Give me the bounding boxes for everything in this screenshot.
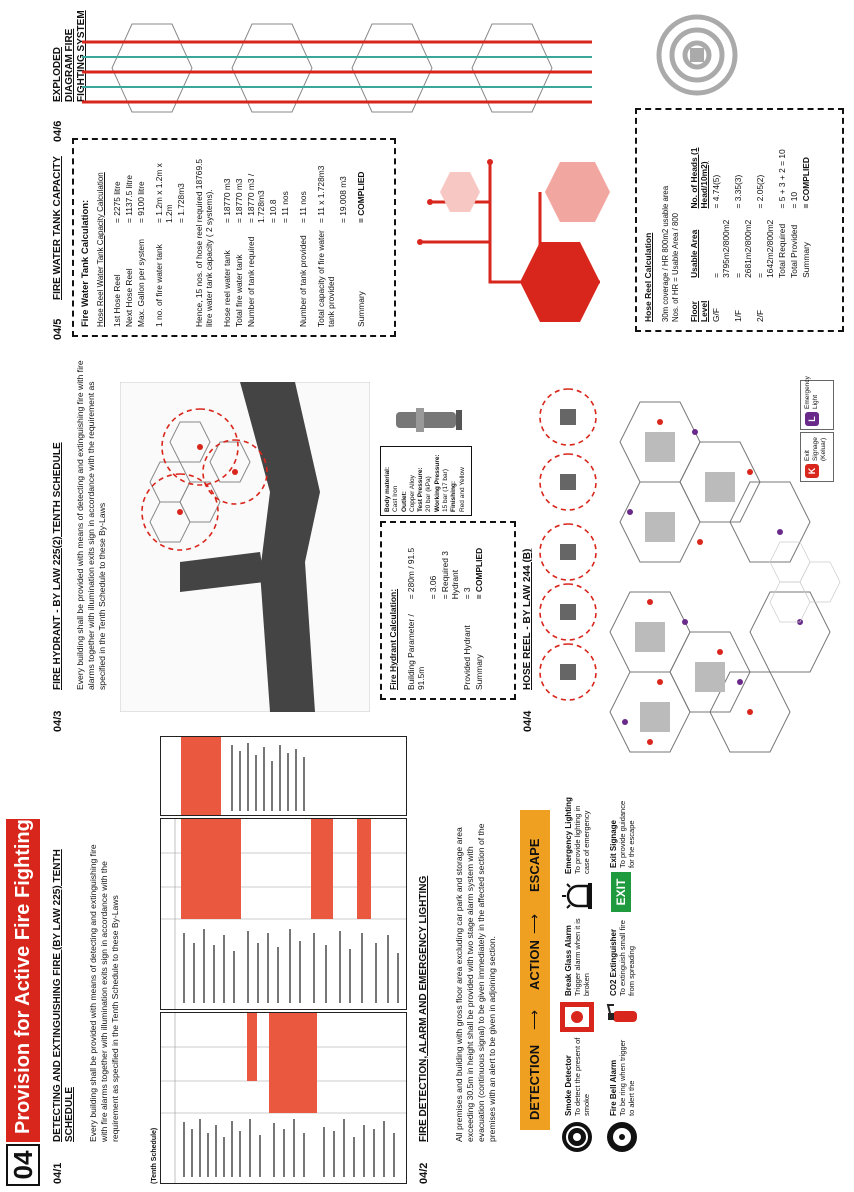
section-text: All premises and building with gross floor area excluding car park and storage area exceeding 30.5m in height shall be provided with two stage alarm system with evacuation (continuous signal) to be given immediately in the affected section of the premises with an alert to be given in adjoining section. bbox=[454, 823, 497, 1142]
total-value: = 10 bbox=[789, 191, 799, 209]
section-title: FIRE HYDRANT - BY LAW 225(2) TENTH SCHEDULE bbox=[52, 442, 63, 690]
section-number: 04/2 bbox=[418, 1162, 430, 1184]
floor-cell: 1/F bbox=[733, 309, 743, 322]
calc-label: Total fire water tank bbox=[234, 254, 244, 327]
calc-value: = COMPLIED bbox=[356, 171, 366, 223]
spec-value: 15 bar (17 bar) bbox=[442, 469, 450, 512]
heads-cell: = 2.05(2) bbox=[755, 174, 765, 209]
flow-item-desc: To provide guidance for the escape bbox=[618, 800, 636, 868]
calc-label: Summary bbox=[356, 291, 366, 327]
total-label: Total Required bbox=[777, 223, 787, 278]
section-number: 04/3 bbox=[52, 710, 64, 732]
tank-calculation-box bbox=[72, 138, 396, 337]
tank-piping-illustration bbox=[400, 142, 620, 342]
emergency-marker-icon: L bbox=[805, 412, 819, 426]
spec-value: 20 bar (kPa) bbox=[425, 476, 433, 512]
section-title: DETECTING AND EXTINGUISHING FIRE (BY LAW 225) TENTH SCHEDULE bbox=[52, 849, 75, 1142]
hose-calc-note: Nos. of HR = Usable Area / 800 bbox=[671, 213, 680, 322]
flow-item-desc: To extinguish small fire from spreading bbox=[618, 920, 636, 996]
flow-item-title: CO2 Extinguisher bbox=[609, 928, 618, 996]
legend-label: Exit Signage (Keluar) bbox=[804, 437, 827, 461]
flow-item-title: Smoke Detector bbox=[564, 1055, 573, 1116]
main-title: Provision for Active Fire Fighting bbox=[6, 819, 40, 1142]
fire-bell-icon bbox=[607, 1122, 637, 1152]
extinguisher-icon bbox=[605, 1002, 639, 1032]
hose-reel-drawing bbox=[538, 377, 598, 702]
calc-label bbox=[338, 223, 350, 327]
calc-value: = 11 x 1.728m3 bbox=[316, 165, 326, 223]
flow-bar bbox=[520, 810, 550, 1130]
total-label: Total Provided bbox=[789, 224, 799, 278]
hose-calc-title: Hose Reel Calculation bbox=[643, 232, 653, 322]
hydrant-icon bbox=[386, 400, 466, 440]
section-number: 04/6 bbox=[52, 120, 64, 142]
hose-reel-plans bbox=[538, 377, 598, 702]
calc-label: Building Parameter / 91.5m bbox=[406, 614, 426, 690]
heads-cell: = 3.35(3) bbox=[733, 174, 743, 209]
flow-item-title: Exit Signage bbox=[609, 819, 618, 868]
flow-item-smoke-detector bbox=[560, 1032, 600, 1152]
calc-value: = 11 nos bbox=[298, 191, 308, 223]
calc-label: Next Hose Reel bbox=[124, 268, 134, 327]
legend-label: Emergency Light bbox=[804, 376, 819, 409]
flow-item-fire-bell bbox=[605, 1032, 645, 1152]
flow-step-action: ACTION bbox=[527, 940, 542, 990]
exploded-drawing bbox=[72, 4, 612, 132]
calc-value: = 18770 m3 / 1.728m3 bbox=[246, 173, 266, 223]
tenth-schedule-table-left bbox=[160, 1012, 407, 1184]
calc-value: = 18770 m3 bbox=[222, 178, 232, 223]
calc-label: Hose reel water tank bbox=[222, 250, 232, 327]
calc-value: = 1.2m x 1.2m x 1.2m bbox=[154, 163, 174, 223]
calc-label bbox=[428, 599, 440, 690]
area-cell: = 1642m2/800m2 bbox=[755, 219, 775, 278]
break-glass-icon bbox=[560, 1002, 594, 1032]
calc-label bbox=[176, 223, 188, 327]
hydrant-spec-box bbox=[380, 446, 472, 516]
section-text: Every building shall be provided with means of detecting and extinguishing fire with fire alarms together with illumination exits sign in accordance with the requirement as specified in the Tenth Schedule to these By-Laws bbox=[75, 360, 107, 690]
flow-item-emergency-lighting bbox=[560, 792, 600, 912]
calc-value: = 3 bbox=[462, 587, 472, 600]
arrow-right-icon: ⟶ bbox=[526, 1009, 542, 1030]
hose-reel-icon bbox=[650, 7, 745, 102]
tank-calc-table bbox=[112, 147, 368, 327]
hydrant-calculation-box bbox=[380, 521, 516, 700]
tenth-schedule-table-right bbox=[160, 818, 407, 1010]
hydrant-calc-table bbox=[406, 523, 486, 690]
flow-step-escape: ESCAPE bbox=[527, 838, 542, 892]
section-number: 04/1 bbox=[52, 1162, 64, 1184]
section-title: FIRE DETECTION, ALARM AND EMERGENCY LIGHTING bbox=[418, 875, 429, 1142]
hose-calc-note: 30m coverage / HR 800m2 usable area bbox=[661, 185, 670, 322]
calc-note: Hence, 15 nos. of hose reel required 18769.5 litre water tank capacity ( 2 systems). bbox=[194, 158, 214, 327]
section-text: Every building shall be provided with means of detecting and extinguishing fire with fire alarms together with illumination exits sign in accordance with the requirement as specified in the Tenth Schedule to these By-Laws bbox=[88, 844, 120, 1142]
spec-label: Working Pressure: bbox=[433, 454, 441, 512]
section-number: 04/5 bbox=[52, 318, 64, 340]
flow-item-title: Break Glass Alarm bbox=[564, 925, 573, 996]
calc-label: Total capacity of fire water tank provided bbox=[316, 230, 336, 327]
calc-label bbox=[280, 223, 292, 327]
calc-label: Number of tank required bbox=[246, 236, 256, 327]
flow-item-title: Fire Bell Alarm bbox=[609, 1059, 618, 1116]
calc-label: 1st Hose Reel bbox=[112, 274, 122, 327]
calc-value: = 3.06 bbox=[428, 575, 438, 600]
spec-label: Test Pressure: bbox=[417, 467, 425, 512]
exit-sign-icon: EXIT bbox=[611, 872, 631, 912]
section-title: FIRE WATER TANK CAPACITY bbox=[52, 156, 63, 300]
calc-value: = COMPLIED bbox=[474, 547, 484, 600]
section-number: 04/4 bbox=[522, 710, 534, 732]
calc-label: Summary bbox=[474, 654, 484, 690]
flow-step-detection: DETECTION bbox=[527, 1044, 542, 1120]
exit-marker-icon: K bbox=[805, 464, 819, 478]
calc-label bbox=[440, 599, 462, 690]
legend-emergency-light bbox=[800, 376, 834, 430]
calc-value: = 10.8 bbox=[268, 199, 278, 223]
arrow-right-icon: ⟶ bbox=[526, 913, 542, 934]
column-header: Floor Level bbox=[689, 300, 709, 322]
table-grid-right bbox=[161, 819, 406, 1009]
site-plan-drawing bbox=[120, 382, 370, 712]
section-badge: 04 bbox=[6, 1144, 40, 1186]
calc-value: = 18770 m3 bbox=[234, 178, 244, 223]
calc-label: Number of tank provided bbox=[298, 235, 308, 327]
tank-drawing bbox=[400, 142, 620, 342]
hose-calc-table bbox=[689, 110, 813, 322]
calc-label: Max. Gallon per system bbox=[136, 239, 146, 327]
spec-value: Cast Iron bbox=[392, 485, 400, 512]
flow-item-co2-extinguisher bbox=[605, 912, 645, 1032]
table-caption: (Tenth Schedule) bbox=[151, 1127, 158, 1184]
calc-label bbox=[268, 223, 280, 327]
tenth-schedule-table-notes bbox=[160, 736, 407, 816]
calc-value: = 9100 litre bbox=[136, 181, 146, 223]
column-header: Usable Area bbox=[689, 229, 699, 278]
floor-cell: 2/F bbox=[755, 309, 765, 322]
hose-reel-calculation-box bbox=[635, 108, 844, 332]
hose-calc-notes bbox=[661, 186, 681, 322]
section-title: HOSE REEL - BY LAW 244 (B) bbox=[522, 548, 533, 690]
tank-calc-title: Fire Water Tank Calculation: bbox=[80, 199, 91, 327]
total-value: = COMPLIED bbox=[801, 157, 811, 209]
spec-value: Red and Yellow bbox=[458, 467, 466, 512]
calc-label: Provided Hydrant bbox=[462, 625, 472, 690]
hydrant-site-plan bbox=[120, 382, 370, 712]
table-grid-left bbox=[161, 1013, 406, 1183]
total-value: = 5 + 3 + 2 = 10 bbox=[777, 149, 787, 209]
calc-value: = 2275 litre bbox=[112, 181, 122, 223]
flow-item-desc: To be ring when trigger to alert the bbox=[618, 1039, 636, 1116]
section-title: EXPLODED DIAGRAM FIRE FIGHTING SYSTEM bbox=[52, 10, 87, 102]
heads-cell: = 4.74(5) bbox=[711, 174, 721, 209]
calc-value: = 1137.5 litre bbox=[124, 174, 134, 223]
spec-label: Finishing: bbox=[450, 480, 458, 512]
total-label: Summary bbox=[801, 242, 811, 278]
area-cell: = 3795m2/800m2 bbox=[711, 219, 731, 278]
floor-cell: G/F bbox=[711, 308, 721, 322]
smoke-detector-icon bbox=[562, 1122, 592, 1152]
flow-item-title: Emergency Lighting bbox=[564, 797, 573, 874]
flow-item-exit-signage bbox=[605, 792, 645, 912]
tank-calc-subtitle: Hose Reel Water Tank Capacity Calculation bbox=[96, 172, 105, 327]
emergency-light-icon bbox=[560, 880, 594, 912]
calc-value: = Required 3 Hydrant bbox=[440, 551, 460, 600]
calc-value: = 1.728m3 bbox=[176, 183, 186, 223]
exploded-diagram bbox=[72, 4, 612, 132]
calc-value: = 19.008 m3 bbox=[338, 176, 348, 223]
legend-exit-signage bbox=[800, 432, 834, 482]
flow-item-desc: To detect the present of smoke bbox=[573, 1037, 591, 1116]
spec-label: Outlet: bbox=[400, 491, 408, 512]
flow-item-desc: Trigger alarm when it is broken bbox=[573, 918, 591, 996]
calc-value: = 11 nos bbox=[280, 191, 290, 223]
flow-item-break-glass bbox=[560, 912, 600, 1032]
area-cell: = 2681m2/800m2 bbox=[733, 219, 753, 278]
calc-label: 1 no. of fire water tank bbox=[154, 244, 164, 327]
column-header: No. of Heads (1 Head/10m2) bbox=[689, 147, 709, 209]
calc-value: = 280m / 91.5 bbox=[406, 547, 416, 600]
flow-item-desc: To provide lighting in case of emergency bbox=[573, 805, 591, 874]
table-grid-notes bbox=[161, 737, 406, 815]
spec-label: Body material: bbox=[384, 466, 391, 512]
spec-value: Copper Alloy bbox=[408, 475, 416, 512]
hydrant-calc-title: Fire Hydrant Calculation: bbox=[388, 588, 398, 690]
